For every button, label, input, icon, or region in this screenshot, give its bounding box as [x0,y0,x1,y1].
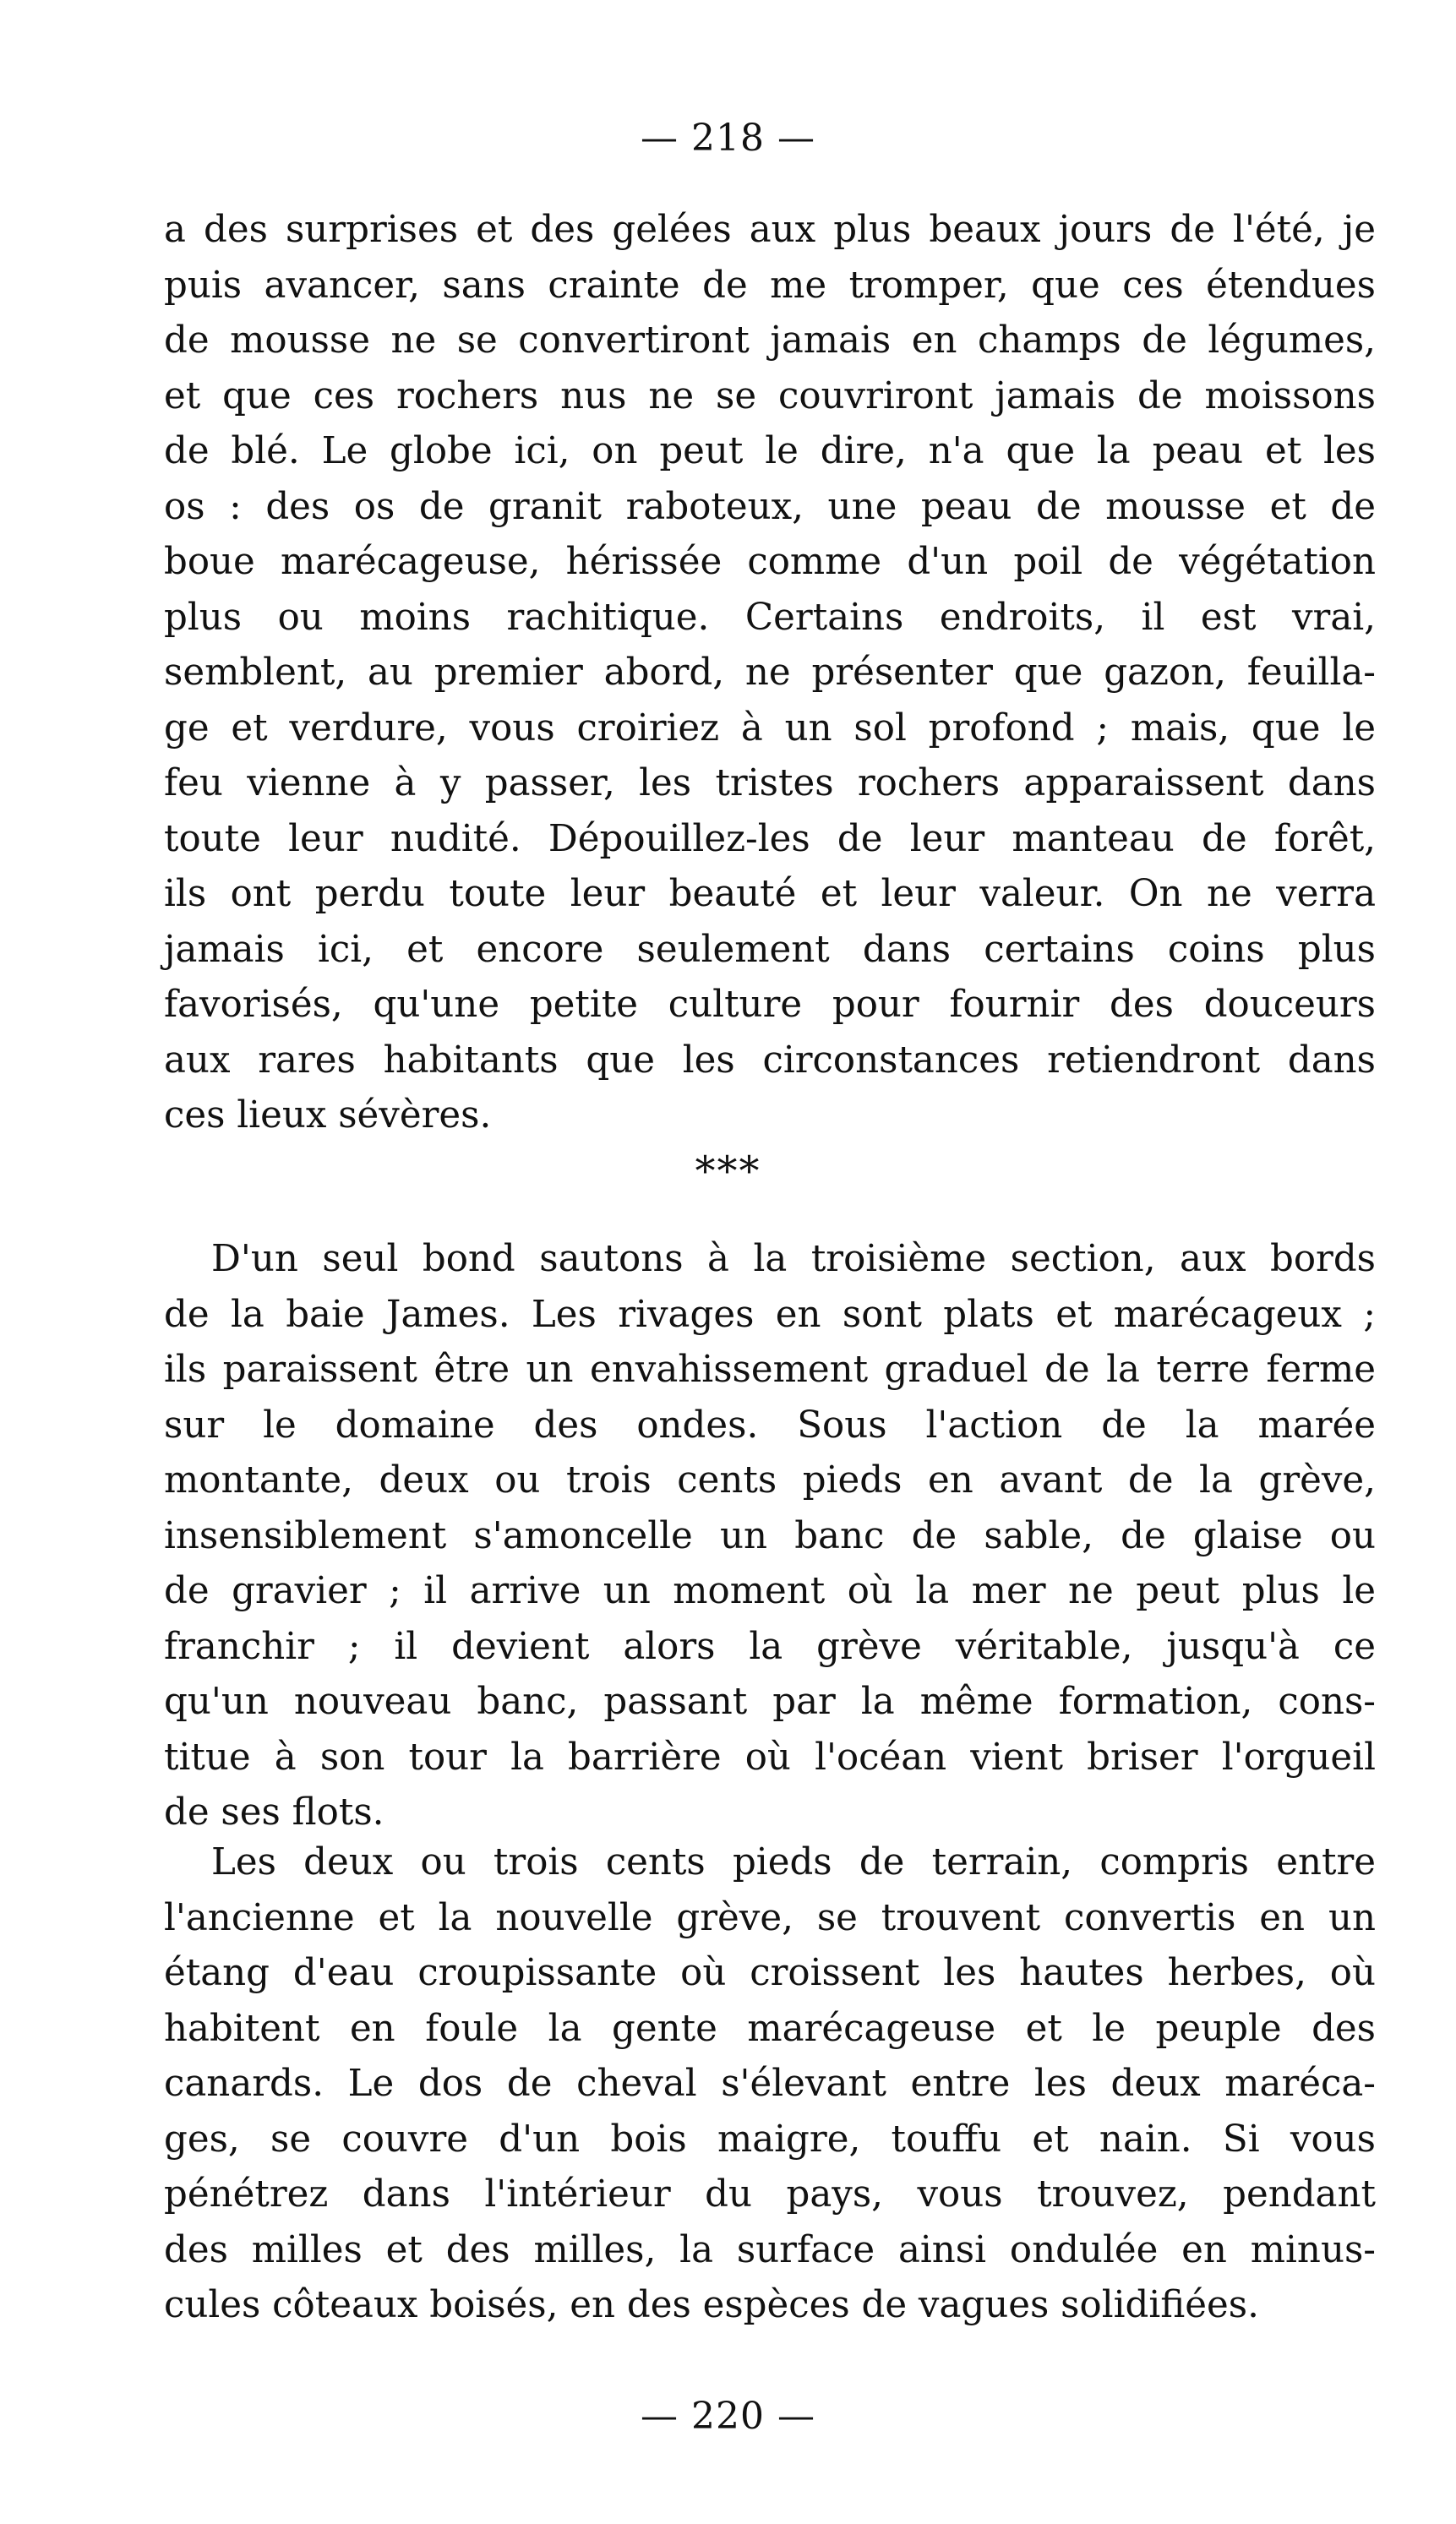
text-line: canards. Le dos de cheval s'élevant entre les deux maréca- [164,2063,1376,2105]
text-line: ge et verdure, vous croiriez à un sol profond ; mais, que le [164,706,1376,750]
text-line: habitent en foule la gente marécageuse et le peuple des [164,2007,1376,2050]
text-line: plus ou moins rachitique. Certains endroits, il est vrai, [164,596,1376,639]
text-line: étang d'eau croupissante où croissent les hautes herbes, où [164,1952,1376,1994]
text-line: ils paraissent être un envahissement graduel de la terre ferme [164,1349,1376,1391]
text-line: de la baie James. Les rivages en sont plats et marécageux ; [164,1293,1376,1336]
text-line: insensiblement s'amoncelle un banc de sable, de glaise ou [164,1514,1376,1557]
text-line: aux rares habitants que les circonstances retiendront dans [164,1038,1376,1082]
text-line: de gravier ; il arrive un moment où la mer ne peut plus le [164,1570,1376,1612]
text-line: franchir ; il devient alors la grève véritable, jusqu'à ce [164,1625,1376,1668]
text-line: cules côteaux boisés, en des espèces de vagues solidifiées. [164,2284,1259,2326]
text-line: de blé. Le globe ici, on peut le dire, n'a que la peau et les [164,430,1376,472]
text-line: des milles et des milles, la surface ainsi ondulée en minus- [164,2228,1376,2271]
text-line: feu vienne à y passer, les tristes rochers apparaissent dans [164,762,1376,804]
text-line: titue à son tour la barrière où l'océan vient briser l'orgueil [164,1736,1376,1779]
text-line: pénétrez dans l'intérieur du pays, vous trouvez, pendant [164,2173,1376,2216]
text-line: ces lieux sévères. [164,1094,492,1137]
page-footer-number: — 220 — [641,2395,815,2438]
text-line: D'un seul bond sautons à la troisième section, aux bords [211,1238,1376,1280]
text-line: jamais ici, et encore seulement dans certains coins plus [164,928,1376,971]
section-separator: *** [695,1148,761,1195]
text-line: montante, deux ou trois cents pieds en avant de la grève, [164,1459,1376,1502]
paragraph-1 [164,203,1376,1144]
text-line: Les deux ou trois cents pieds de terrain, compris entre [211,1841,1376,1883]
text-line: semblent, au premier abord, ne présenter que gazon, feuilla- [164,651,1376,694]
text-line: ges, se couvre d'un bois maigre, touffu et nain. Si vous [164,2118,1376,2161]
text-line: sur le domaine des ondes. Sous l'action de la marée [164,1404,1376,1447]
text-line: boue marécageuse, hérissée comme d'un poil de végétation [164,541,1376,583]
text-line: os : des os de granit raboteux, une peau de mousse et de [164,485,1376,528]
text-line: de ses flots. [164,1791,384,1834]
paragraph-2 [164,1232,1376,1841]
text-line: a des surprises et des gelées aux plus beaux jours de l'été, je [164,209,1376,251]
page-header-number: — 218 — [641,117,815,160]
text-line: puis avancer, sans crainte de me tromper, que ces étendues [164,264,1376,307]
text-line: qu'un nouveau banc, passant par la même formation, cons- [164,1681,1376,1723]
paragraph-3 [164,1835,1376,2334]
text-line: de mousse ne se convertiront jamais en champs de légumes, [164,319,1376,362]
text-line: toute leur nudité. Dépouillez-les de leur manteau de forêt, [164,817,1376,860]
text-line: et que ces rochers nus ne se couvriront jamais de moissons [164,374,1376,417]
text-line: l'ancienne et la nouvelle grève, se trouvent convertis en un [164,1896,1376,1939]
text-line: ils ont perdu toute leur beauté et leur valeur. On ne verra [164,873,1376,915]
text-line: favorisés, qu'une petite culture pour fournir des douceurs [164,984,1376,1026]
